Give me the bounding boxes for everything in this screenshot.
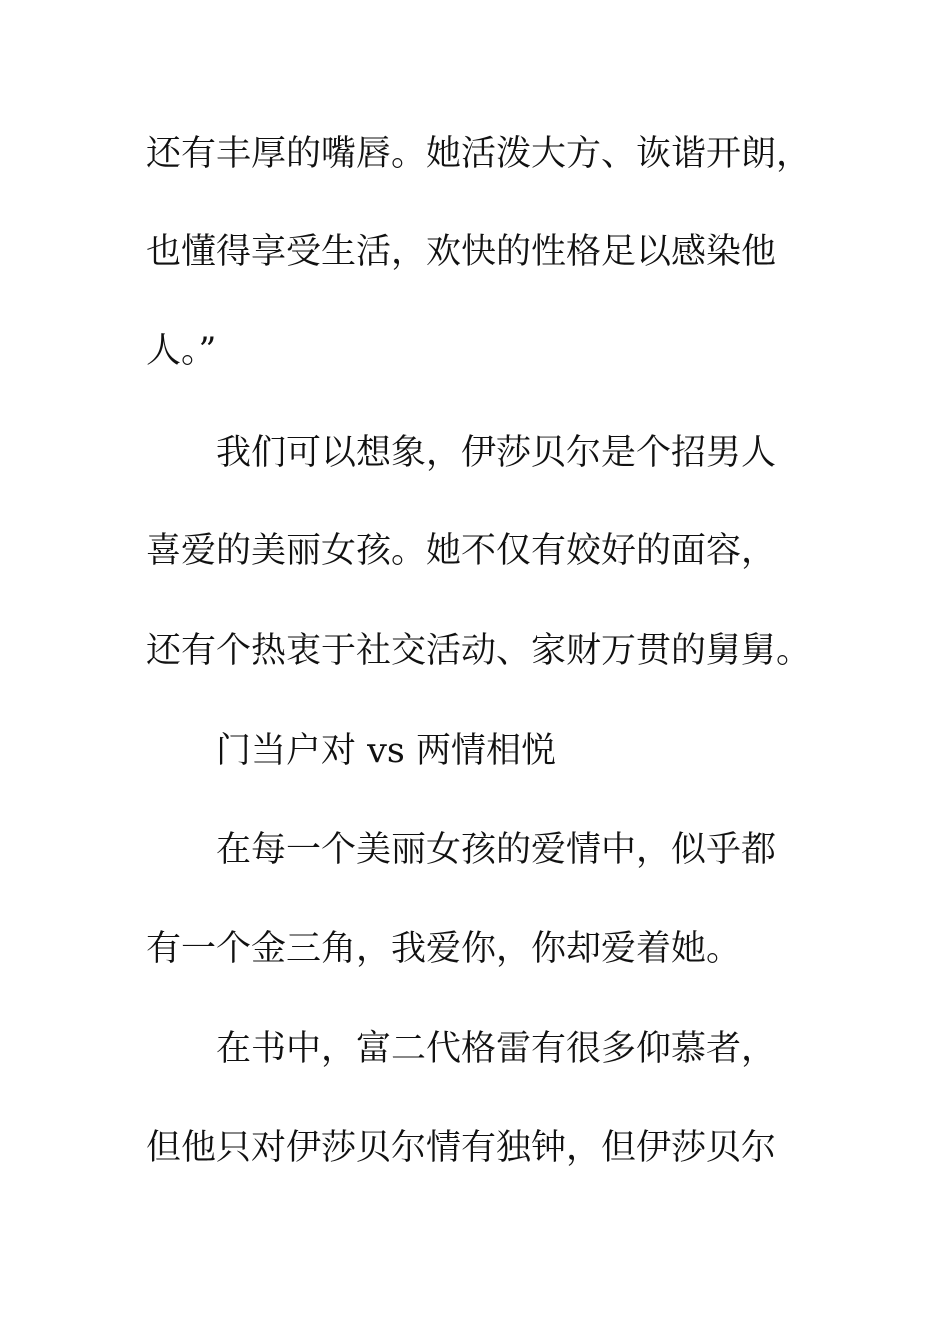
paragraph-start-line: 在每一个美丽女孩的爱情中，似乎都: [216, 830, 777, 870]
text-line: 还有个热衷于社交活动、家财万贯的舅舅。: [146, 631, 812, 671]
text-line: 但他只对伊莎贝尔情有独钟，但伊莎贝尔: [146, 1128, 777, 1168]
text-line: 人。”: [146, 331, 217, 371]
text-line: 也懂得享受生活，欢快的性格足以感染他: [146, 232, 777, 272]
text-line: 喜爱的美丽女孩。她不仅有姣好的面容，: [146, 531, 777, 571]
paragraph-start-line: 我们可以想象，伊莎贝尔是个招男人: [216, 433, 777, 473]
text-line: 有一个金三角，我爱你，你却爱着她。: [146, 929, 742, 969]
section-heading: 门当户对 vs 两情相悦: [216, 731, 556, 771]
paragraph-start-line: 在书中，富二代格雷有很多仰慕者，: [216, 1029, 777, 1069]
text-line: 还有丰厚的嘴唇。她活泼大方、诙谐开朗，: [146, 134, 812, 174]
